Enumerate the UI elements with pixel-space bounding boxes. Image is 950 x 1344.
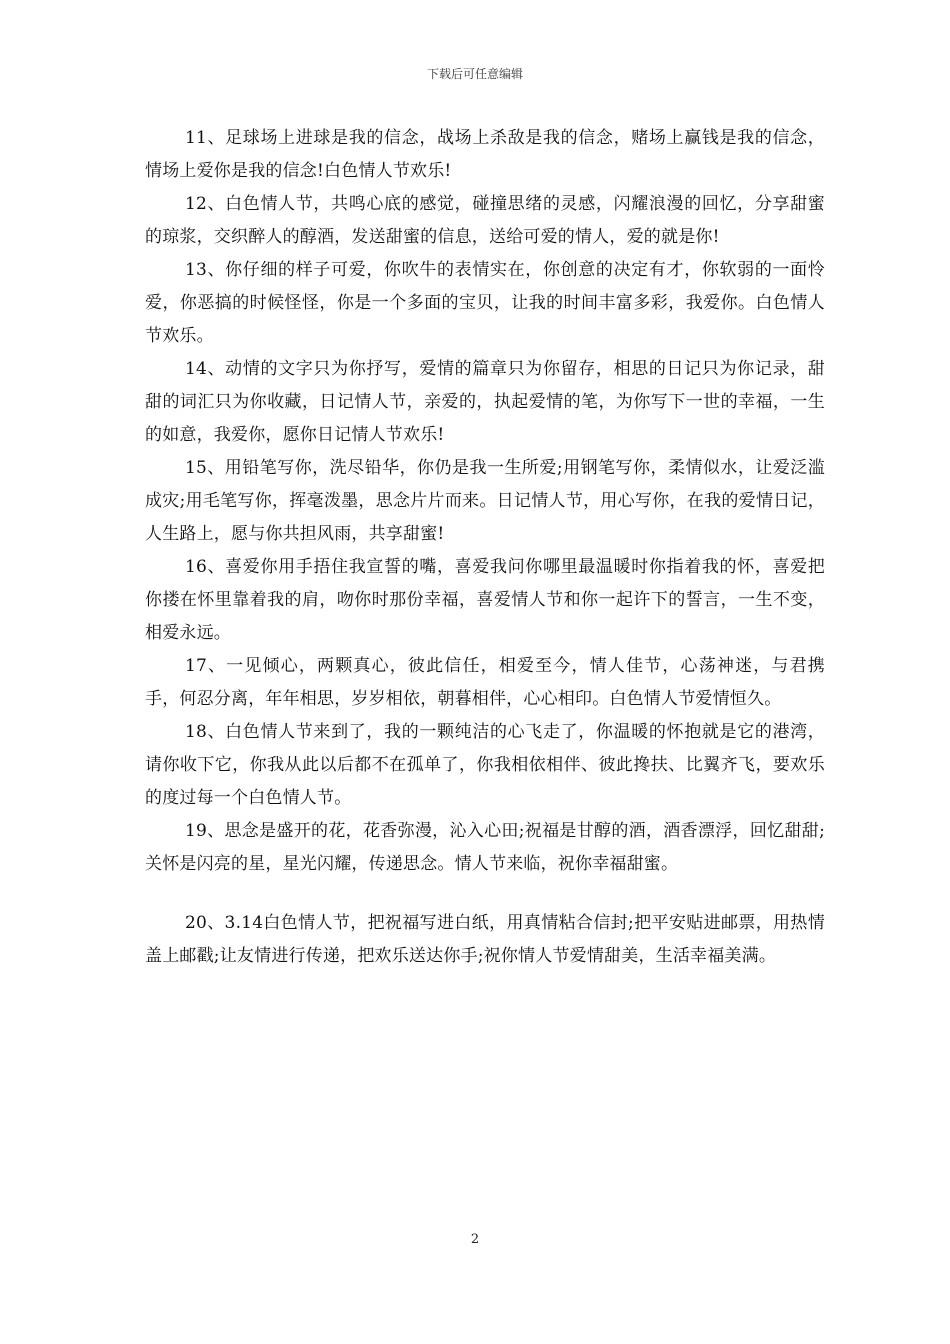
paragraph-16: 16、喜爱你用手捂住我宣誓的嘴，喜爱我问你哪里最温暖时你指着我的怀，喜爱把你搂在怀里靠着我的肩，吻你时那份幸福，喜爱情人节和你一起许下的誓言，一生不变，相爱永远。	[145, 557, 825, 643]
paragraph-12: 12、白色情人节，共鸣心底的感觉，碰撞思绪的灵感，闪耀浪漫的回忆，分享甜蜜的琼浆，交织醉人的醇酒，发送甜蜜的信息，送给可爱的情人，爱的就是你!	[145, 194, 825, 247]
paragraph-18: 18、白色情人节来到了，我的一颗纯洁的心飞走了，你温暖的怀抱就是它的港湾，请你收下它，你我从此以后都不在孤单了，你我相依相伴、彼此搀扶、比翼齐飞，要欢乐的度过每一个白色情人节。	[145, 722, 825, 808]
page-number: 2	[470, 1232, 480, 1247]
paragraph-17: 17、一见倾心，两颗真心，彼此信任，相爱至今，情人佳节，心荡神迷，与君携手，何忍分离，年年相思，岁岁相依，朝暮相伴，心心相印。白色情人节爱情恒久。	[145, 656, 825, 709]
paragraph-15: 15、用铅笔写你，洗尽铅华，你仍是我一生所爱;用钢笔写你，柔情似水，让爱泛滥成灾;用毛笔写你，挥毫泼墨，思念片片而来。日记情人节，用心写你，在我的爱情日记，人生路上，愿与你共担风雨，共享甜蜜!	[145, 458, 825, 544]
paragraph-14: 14、动情的文字只为你抒写，爱情的篇章只为你留存，相思的日记只为你记录，甜甜的词汇只为你收藏，日记情人节，亲爱的，执起爱情的笔，为你写下一世的幸福，一生的如意，我爱你，愿你日记情人节欢乐!	[145, 359, 825, 445]
page-header: 下载后可任意编辑	[426, 67, 523, 81]
paragraph-13: 13、你仔细的样子可爱，你吹牛的表情实在，你创意的决定有才，你软弱的一面怜爱，你恶搞的时候怪怪，你是一个多面的宝贝，让我的时间丰富多彩，我爱你。白色情人节欢乐。	[145, 260, 825, 346]
paragraph-20: 20、3.14白色情人节，把祝福写进白纸，用真情粘合信封;把平安贴进邮票，用热情盖上邮戳;让友情进行传递，把欢乐送达你手;祝你情人节爱情甜美，生活幸福美满。	[145, 913, 825, 966]
paragraph-11: 11、足球场上进球是我的信念，战场上杀敌是我的信念，赌场上赢钱是我的信念，情场上爱你是我的信念!白色情人节欢乐!	[145, 128, 825, 181]
paragraph-19: 19、思念是盛开的花，花香弥漫，沁入心田;祝福是甘醇的酒，酒香漂浮，回忆甜甜;关怀是闪亮的星，星光闪耀，传递思念。情人节来临，祝你幸福甜蜜。	[145, 821, 825, 874]
document-body	[145, 122, 825, 973]
